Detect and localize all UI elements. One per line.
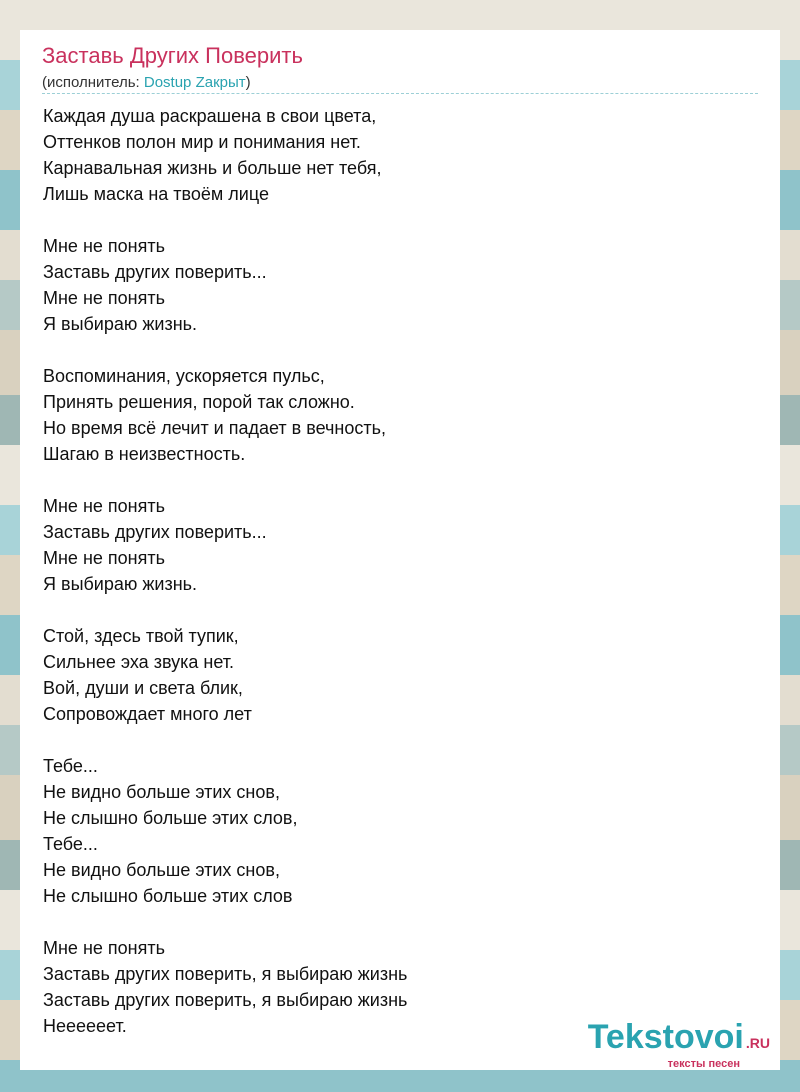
lyric-line: Тебе... (43, 756, 98, 776)
lyric-line: Заставь других поверить... (43, 522, 267, 542)
lyric-stanza-gap (43, 597, 743, 623)
lyric-stanza-gap (43, 337, 743, 363)
lyric-line: Оттенков полон мир и понимания нет. (43, 132, 361, 152)
lyric-line: Неееееет. (43, 1016, 127, 1036)
lyric-line: Заставь других поверить, я выбираю жизнь (43, 964, 408, 984)
lyric-stanza-gap (43, 467, 743, 493)
lyric-line: Воспоминания, ускоряется пульс, (43, 366, 325, 386)
lyric-line: Принять решения, порой так сложно. (43, 392, 355, 412)
lyric-line: Я выбираю жизнь. (43, 314, 198, 334)
lyric-line: Сильнее эха звука нет. (43, 652, 234, 672)
artist-line (42, 74, 251, 91)
lyric-line: Сопровождает много лет (43, 704, 252, 724)
artist-link[interactable]: Dostup Zакрыт (143, 74, 246, 91)
lyric-line: Я выбираю жизнь. (43, 574, 198, 594)
lyric-line: Не видно больше этих снов, (43, 782, 280, 802)
lyric-line: Мне не понять (43, 548, 165, 568)
lyric-line: Не видно больше этих снов, (43, 860, 280, 880)
lyrics-body (43, 103, 743, 1039)
song-title: Заставь Других Поверить (42, 43, 303, 68)
lyric-line: Заставь других поверить... (43, 262, 267, 282)
lyric-stanza-gap (43, 909, 743, 935)
lyric-line: Мне не понять (43, 496, 165, 516)
lyric-line: Не слышно больше этих слов, (43, 808, 298, 828)
lyric-line: Не слышно больше этих слов (43, 886, 293, 906)
lyric-stanza-gap (43, 727, 743, 753)
title-divider (42, 93, 758, 94)
site-logo[interactable] (588, 1020, 770, 1070)
lyric-line: Стой, здесь твой тупик, (43, 626, 239, 646)
lyric-stanza-gap (43, 207, 743, 233)
lyrics-card (20, 30, 780, 1070)
logo-name: Tekstovoi (587, 1018, 744, 1056)
lyric-line: Но время всё лечит и падает в вечность, (43, 418, 386, 438)
lyric-line: Заставь других поверить, я выбираю жизнь (43, 990, 408, 1010)
lyric-line: Лишь маска на твоём лице (43, 184, 269, 204)
logo-tagline: тексты песен (667, 1058, 740, 1070)
logo-tld: .RU (745, 1035, 770, 1051)
lyric-line: Мне не понять (43, 938, 165, 958)
lyric-line: Вой, души и света блик, (43, 678, 243, 698)
logo-wordmark (588, 1020, 770, 1060)
lyric-line: Мне не понять (43, 236, 165, 256)
lyric-line: Шагаю в неизвестность. (43, 444, 246, 464)
lyric-line: Карнавальная жизнь и больше нет тебя, (43, 158, 382, 178)
artist-suffix: ) (245, 74, 251, 91)
lyric-line: Мне не понять (43, 288, 165, 308)
lyric-line: Каждая душа раскрашена в свои цвета, (43, 106, 377, 126)
artist-prefix: (исполнитель: (42, 74, 144, 91)
lyric-line: Тебе... (43, 834, 98, 854)
